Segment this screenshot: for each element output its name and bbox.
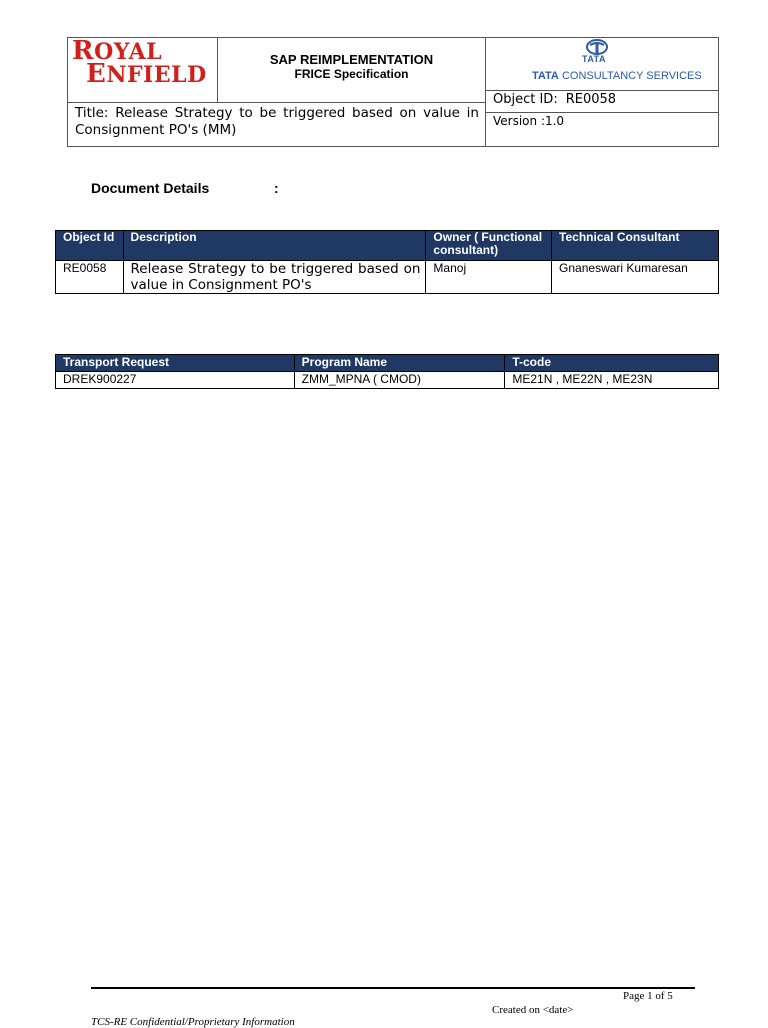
table-header-row	[56, 355, 719, 372]
royal-enfield-logo: ROYAL ENFIELD	[72, 36, 207, 89]
tcode-cell: ME21N , ME22N , ME23N	[505, 372, 719, 389]
column-header: Technical Consultant	[552, 231, 719, 261]
project-title: SAP REIMPLEMENTATION	[269, 52, 434, 67]
object-id-cell: RE0058	[56, 261, 124, 294]
footer-divider	[91, 987, 695, 989]
tata-logo-icon	[586, 39, 608, 55]
tcs-logo-cell	[486, 38, 718, 91]
page-number: Page 1 of 5	[623, 990, 673, 1002]
table-header-row	[56, 231, 719, 261]
description-cell: Release Strategy to be triggered based on value in Consignment PO's	[123, 261, 426, 294]
column-header: Owner ( Functional consultant)	[426, 231, 552, 261]
document-title: Title: Release Strategy to be triggered based on value in Consignment PO's (MM)	[68, 103, 486, 146]
column-header: Description	[123, 231, 426, 261]
column-header: Program Name	[294, 355, 505, 372]
project-title-cell	[218, 38, 486, 103]
column-header: Transport Request	[56, 355, 295, 372]
table-row	[56, 372, 719, 389]
column-header: T-code	[505, 355, 719, 372]
column-header: Object Id	[56, 231, 124, 261]
transport-table	[55, 354, 719, 389]
transport-request-cell: DREK900227	[56, 372, 295, 389]
document-details-colon: :	[274, 180, 279, 196]
tcs-company-name: TATA CONSULTANCY SERVICES	[532, 70, 702, 82]
document-header	[67, 37, 719, 147]
created-on: Created on <date>	[492, 1004, 574, 1016]
royal-enfield-logo-cell	[68, 38, 218, 103]
tata-wordmark: TATA	[582, 54, 606, 64]
confidentiality-notice: TCS-RE Confidential/Proprietary Information	[91, 1016, 295, 1028]
version: Version :1.0	[493, 114, 565, 128]
owner-cell: Manoj	[426, 261, 552, 294]
technical-consultant-cell: Gnaneswari Kumaresan	[552, 261, 719, 294]
spec-type: FRICE Specification	[294, 67, 409, 81]
object-id: Object ID: RE0058	[486, 91, 718, 113]
document-details-heading: Document Details	[91, 180, 210, 196]
program-name-cell: ZMM_MPNA ( CMOD)	[294, 372, 505, 389]
document-details-table	[55, 230, 719, 294]
table-row	[56, 261, 719, 294]
